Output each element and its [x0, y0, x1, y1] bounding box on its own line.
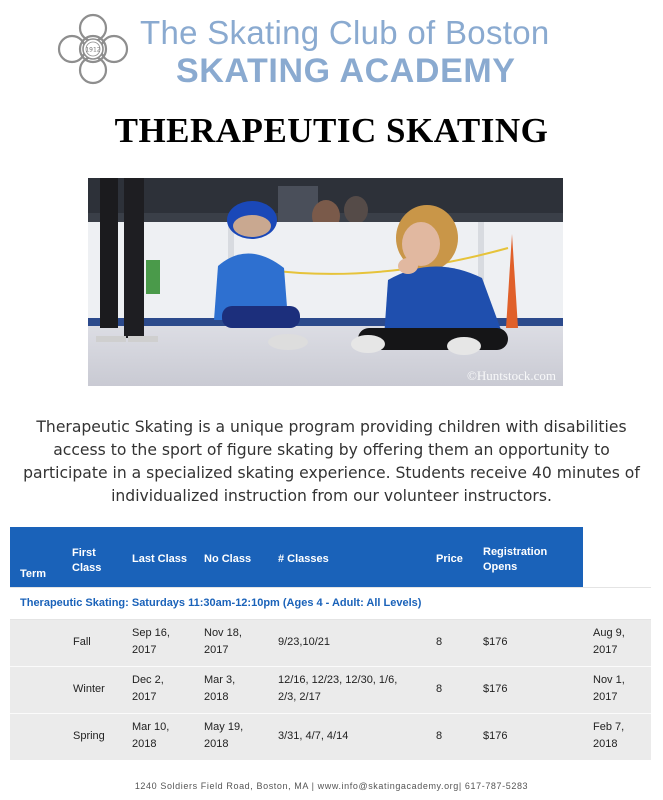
club-logo — [54, 10, 132, 88]
skating-photo — [88, 178, 563, 386]
footer-contact: 1240 Soldiers Field Road, Boston, MA | www.info@skatingacademy.org| 617-787-5283 — [134, 781, 529, 791]
header-last-class: Last Class — [132, 553, 188, 565]
cell-num-classes: 8 — [436, 730, 443, 742]
cell-no-class: 12/16, 12/23, 12/30, 1/6, 2/3, 2/17 — [278, 674, 398, 703]
cell-last-class: Nov 18, 2017 — [204, 627, 242, 656]
logo-year: 1912 — [85, 46, 101, 54]
table-header — [10, 527, 583, 587]
page-title: THERAPEUTIC SKATING — [114, 111, 549, 150]
header-term: Term — [20, 568, 47, 580]
cell-num-classes: 8 — [436, 636, 443, 648]
cell-term: Spring — [73, 730, 105, 742]
cell-first-class: Sep 16, 2017 — [132, 627, 170, 656]
cell-price: $176 — [483, 730, 508, 742]
cell-first-class: Dec 2, 2017 — [132, 674, 164, 703]
cell-registration: Aug 9, 2017 — [593, 627, 625, 656]
cell-last-class: Mar 3, 2018 — [204, 674, 236, 703]
header-num-classes: # Classes — [278, 553, 329, 565]
program-description: Therapeutic Skating is a unique program providing children with disabilities access to the sport of figure skating by offering them an opportunity to participate in a specialized skating experience. Students receive 40 minutes of individualized instruction from our volunteer instructors. — [23, 418, 640, 505]
section-row — [10, 587, 651, 620]
cell-num-classes: 8 — [436, 683, 443, 695]
cell-first-class: Mar 10, 2018 — [132, 721, 170, 750]
cell-price: $176 — [483, 636, 508, 648]
cell-term: Winter — [73, 683, 105, 695]
club-name: The Skating Club of Boston — [140, 14, 550, 51]
table-row — [10, 667, 651, 713]
academy-name: SKATING ACADEMY — [176, 52, 516, 90]
cell-last-class: May 19, 2018 — [204, 721, 244, 750]
cell-term: Fall — [73, 636, 91, 648]
section-title: Therapeutic Skating: Saturdays 11:30am-12:10pm (Ages 4 - Adult: All Levels) — [20, 597, 422, 609]
cell-price: $176 — [483, 683, 508, 695]
cell-registration: Feb 7, 2018 — [593, 721, 625, 750]
cell-registration: Nov 1, 2017 — [593, 674, 625, 703]
photo-credit: ©Huntstock.com — [467, 368, 556, 383]
table-row — [10, 620, 651, 666]
schedule-table — [10, 527, 651, 759]
cell-no-class: 9/23,10/21 — [278, 636, 330, 648]
table-row — [10, 714, 651, 760]
header-price: Price — [436, 553, 463, 565]
header-first-class: First Class — [72, 547, 102, 574]
header-no-class: No Class — [204, 553, 252, 565]
header-registration: Registration Opens — [483, 546, 548, 573]
cell-no-class: 3/31, 4/7, 4/14 — [278, 730, 349, 742]
